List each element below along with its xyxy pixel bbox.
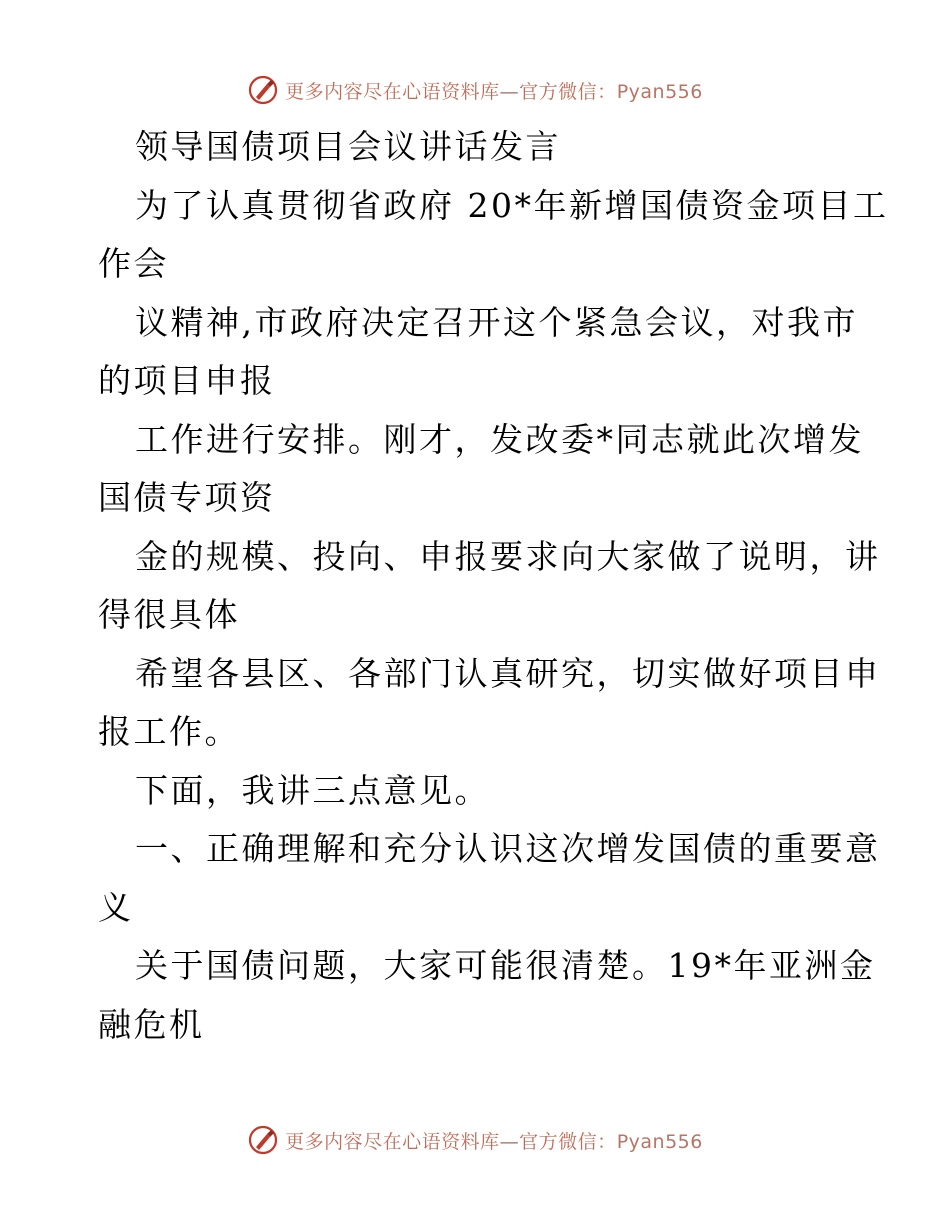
doc-line: 议精神,市政府决定召开这个紧急会议，对我市 [135,302,858,342]
watermark-text: 更多内容尽在心语资料库 [285,1130,500,1153]
watermark-wechat-label: 官方微信： [519,80,617,103]
pen-circle-logo-icon [247,74,279,106]
doc-line: 为了认真贯彻省政府 20*年新增国债资金项目工 [135,185,889,225]
doc-line: 的项目申报 [98,361,276,400]
pen-circle-logo-icon [247,1124,279,1156]
watermark-wechat-label: 官方微信： [519,1130,617,1153]
doc-line: 义 [98,887,134,927]
doc-line: 得很具体 [98,595,240,634]
doc-line: 工作进行安排。刚才，发改委*同志就此次增发 [135,419,864,459]
doc-line: 下面，我讲三点意见。 [135,770,490,810]
doc-line: 作会 [98,244,169,283]
doc-line: 国债专项资 [98,478,276,517]
watermark-dash: — [499,1130,520,1153]
doc-heading: 一、正确理解和充分认识这次增发国债的重要意 [135,829,881,868]
doc-line: 希望各县区、各部门认真研究，切实做好项目申 [135,653,881,693]
document-body [98,118,889,1054]
watermark-wechat-id: Pyan556 [616,1130,703,1153]
header-watermark [0,70,950,110]
doc-line: 金的规模、投向、申报要求向大家做了说明，讲 [135,536,881,576]
doc-title: 领导国债项目会议讲话发言 [135,127,561,166]
footer-watermark [0,1120,950,1160]
doc-line: 关于国债问题，大家可能很清楚。19*年亚洲金 [135,946,876,985]
doc-line: 融危机 [98,1004,205,1044]
watermark-text: 更多内容尽在心语资料库 [285,80,500,103]
watermark-dash: — [499,80,520,103]
doc-line: 报工作。 [98,712,240,751]
watermark-wechat-id: Pyan556 [616,80,703,103]
